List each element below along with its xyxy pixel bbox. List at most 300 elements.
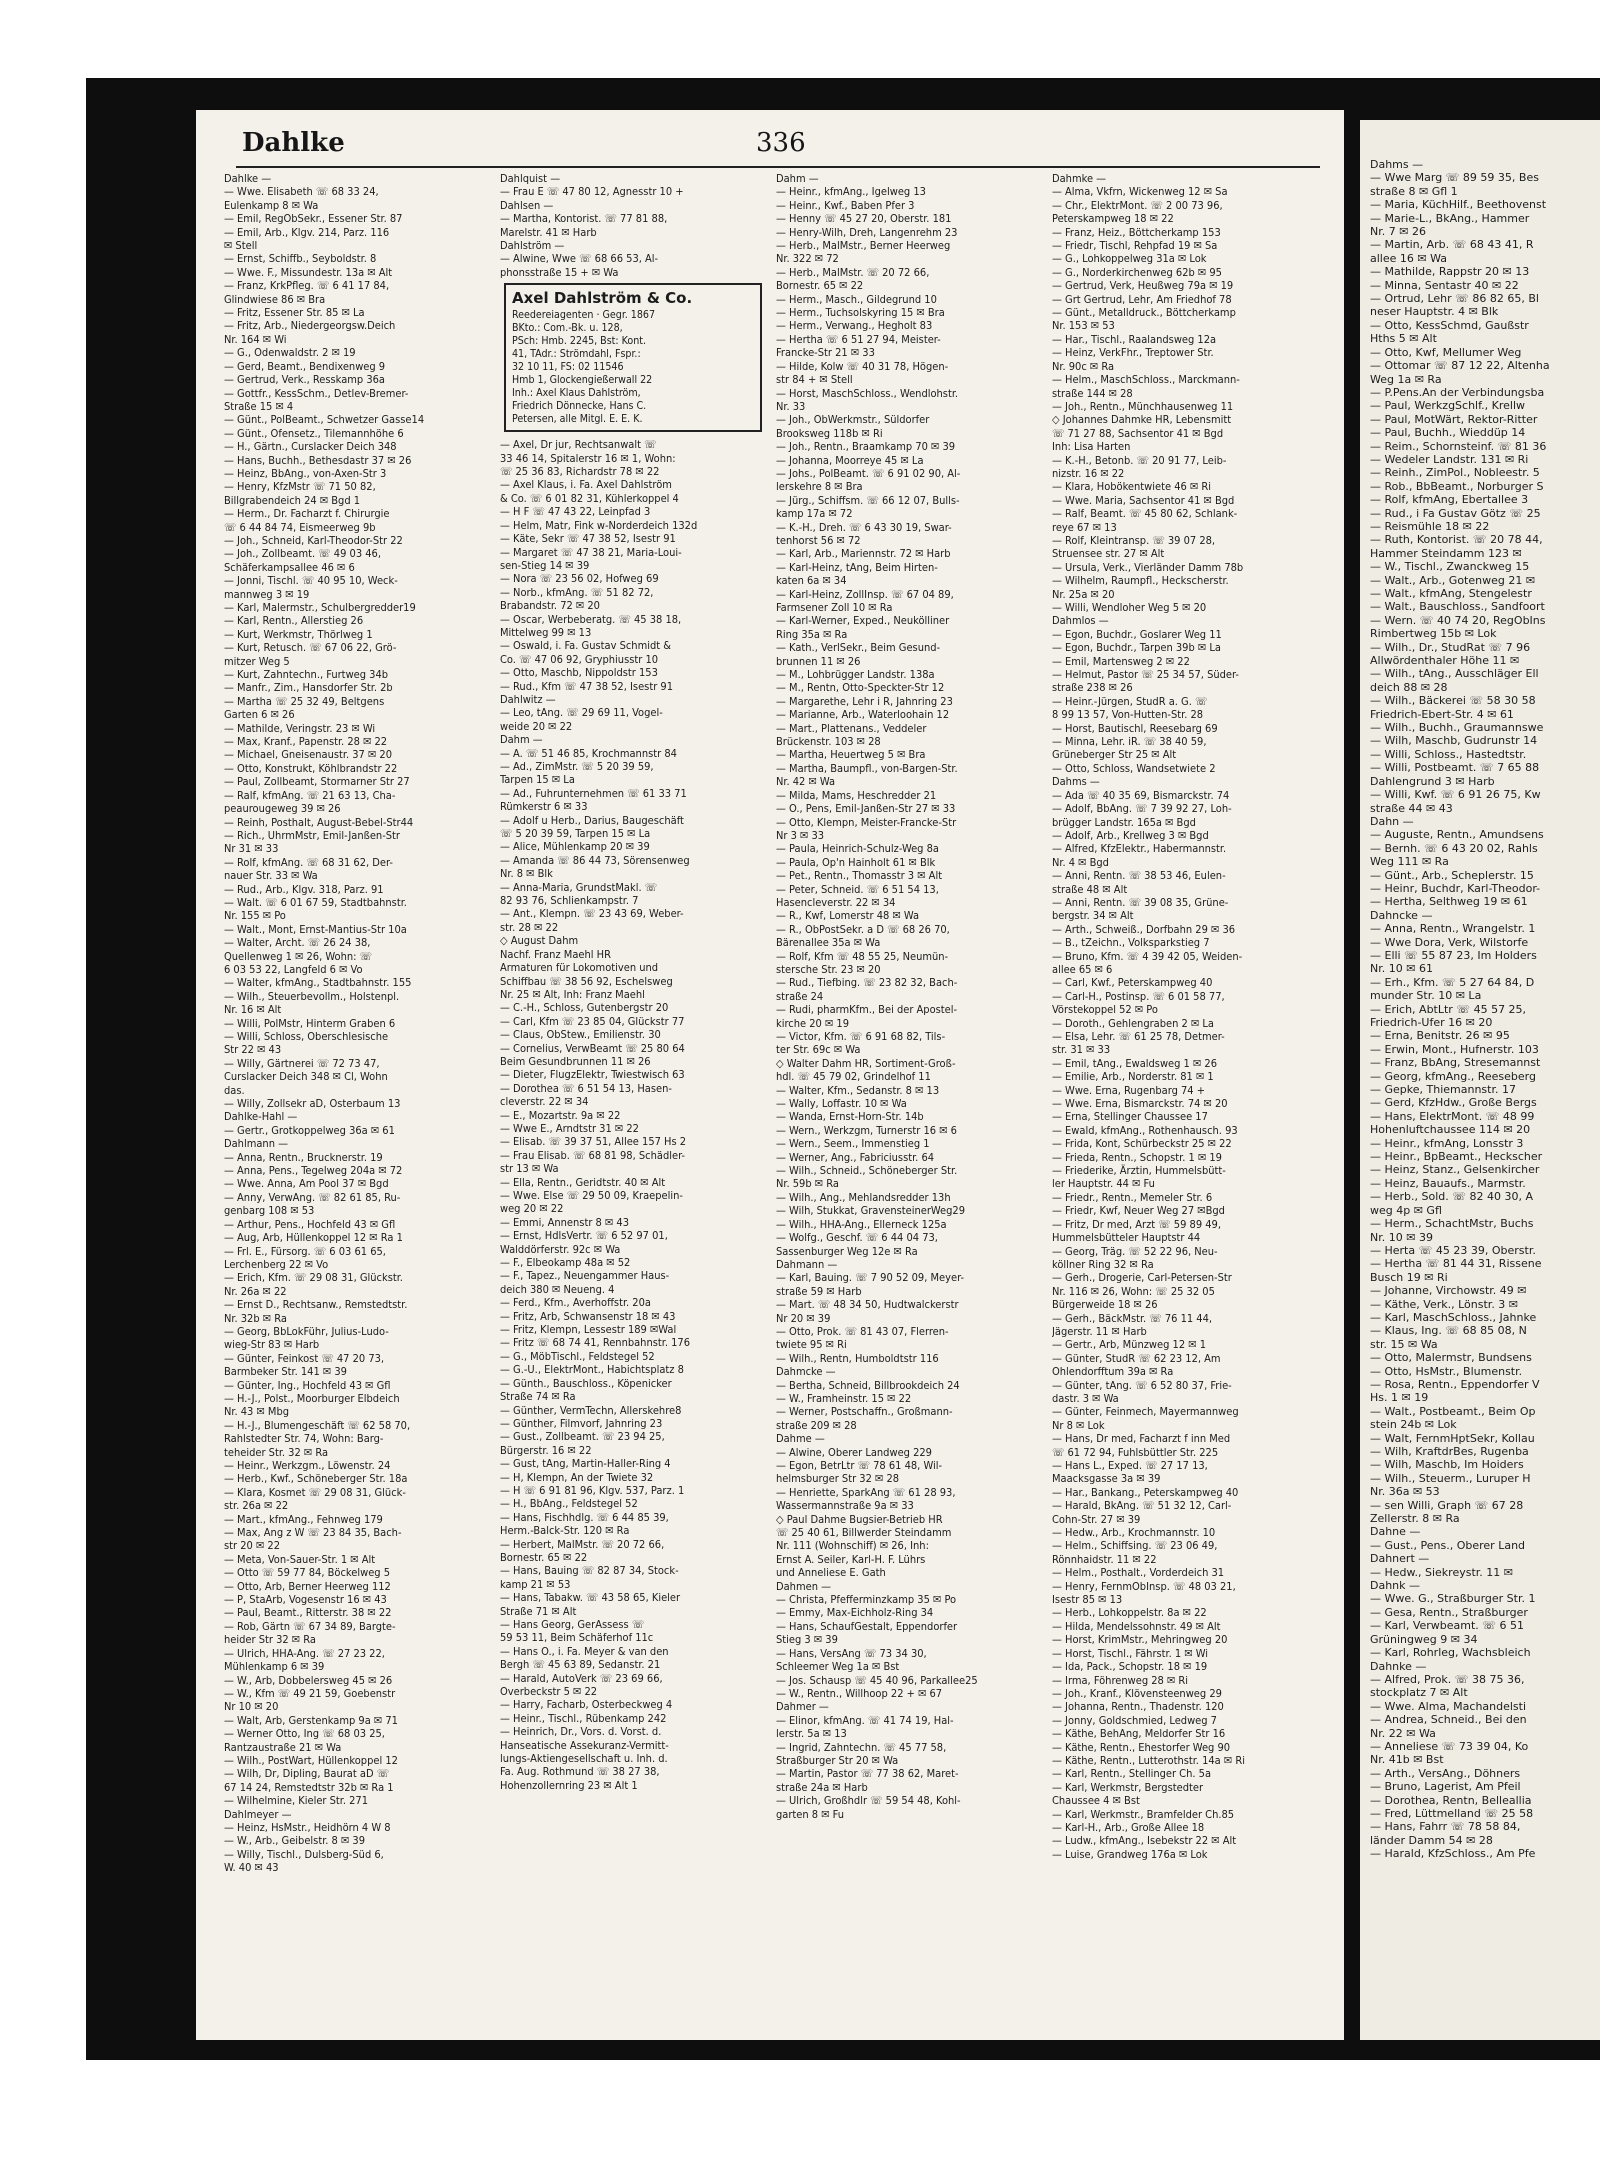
entry-line: Quellenweg 1 ✉ 26, Wohn: ☏ — [224, 949, 372, 963]
entry-line: — Willi, Wendloher Weg 5 ✉ 20 — [1052, 601, 1207, 614]
entry-line: — Paul, MotWärt, Rektor-Ritter — [1370, 412, 1538, 426]
adjacent-page — [1360, 120, 1600, 2040]
entry-line: — Arth., VersAng., Döhners — [1370, 1766, 1521, 1780]
entry-line: — sen Willi, Graph ☏ 67 28 — [1370, 1498, 1524, 1512]
entry-line: — R., ObPostSekr. a D ☏ 68 26 70, — [776, 922, 950, 936]
page-header — [196, 118, 1344, 164]
entry-line: — Gust., Pens., Oberer Land — [1370, 1538, 1526, 1552]
entry-line: — Frau Elisab. ☏ 68 81 98, Schädler- — [500, 1148, 685, 1162]
entry-line: Rümkerstr 6 ✉ 33 — [500, 800, 588, 814]
entry-line: — Amanda ☏ 86 44 73, Sörensenweg — [500, 853, 690, 867]
entry-line: 67 14 24, Remstedtstr 32b ✉ Ra 1 — [224, 1780, 394, 1794]
entry-line: — Egon, BetrLtr ☏ 78 61 48, Wil- — [776, 1459, 943, 1472]
entry-line: Nr. 36a ✉ 53 — [1370, 1485, 1440, 1499]
entry-line: — Alwine, Oberer Landweg 229 — [776, 1445, 932, 1459]
entry-line: — Bruno, Kfm. ☏ 4 39 42 05, Weiden- — [1052, 949, 1243, 963]
entry-line: Mühlenkamp 6 ✉ 39 — [224, 1660, 325, 1674]
entry-line: — Joh., Zollbeamt. ☏ 49 03 46, — [224, 547, 381, 561]
entry-line: — Henry, FernmObInsp. ☏ 48 03 21, — [1052, 1579, 1236, 1593]
entry-line: — Günter, Feinmech, Mayermannweg — [1052, 1405, 1239, 1419]
entry-line: — Axel Klaus, i. Fa. Axel Dahlström — [500, 478, 672, 492]
entry-line: — W., Framheinstr. 15 ✉ 22 — [776, 1391, 912, 1405]
entry-line: — Franz, Heiz., Böttcherkamp 153 — [1052, 225, 1221, 239]
entry-line: — Ingrid, Zahntechn. ☏ 45 77 58, — [776, 1740, 947, 1754]
entry-line: — Heinrich, Dr., Vors. d. Vorst. d. — [500, 1725, 662, 1739]
entry-line: — Emmi, Annenstr 8 ✉ 43 — [500, 1215, 629, 1229]
entry-line: Dahlmann — — [224, 1137, 289, 1151]
entry-line: und Anneliese E. Gath — [776, 1566, 886, 1580]
ad-lines — [512, 309, 754, 426]
entry-line: Fa. Aug. Rothmund ☏ 38 27 38, — [500, 1765, 660, 1779]
entry-line: — Wilhelmine, Kieler Str. 271 — [224, 1794, 369, 1808]
entry-line: Nr. 164 ✉ Wi — [224, 332, 287, 346]
entry-line: brunnen 11 ✉ 26 — [776, 654, 861, 668]
entry-line: neser Hauptstr. 4 ✉ Blk — [1370, 305, 1499, 319]
entry-line: Maacksgasse 3a ✉ 39 — [1052, 1472, 1161, 1486]
entry-line: — Anna, Rentn., Wrangelstr. 1 — [1370, 922, 1536, 936]
entry-line: — Bertha, Schneid, Billbrookdeich 24 — [776, 1378, 960, 1392]
entry-line: — F., Tapez., Neuengammer Haus- — [500, 1269, 670, 1283]
entry-line: — Karl, Rohrleg, Wachsbleich — [1370, 1646, 1531, 1660]
entry-line: Dahlmeyer — — [224, 1807, 292, 1821]
entry-line: Brückenstr. 103 ✉ 28 — [776, 735, 881, 749]
entry-line: — Fred, Lüttmelland ☏ 25 58 — [1370, 1806, 1534, 1820]
entry-line: — Mathilde, Rappstr 20 ✉ 13 — [1370, 265, 1530, 279]
entry-line: Beim Gesundbrunnen 11 ✉ 26 — [500, 1054, 651, 1068]
entry-line: Nr 31 ✉ 33 — [224, 842, 279, 856]
entry-line: ter Str. 69c ✉ Wa — [776, 1043, 861, 1057]
entry-line: — Reismühle 18 ✉ 22 — [1370, 519, 1490, 533]
entry-line: ◇ August Dahm — [500, 934, 579, 948]
entry-line: Dahn — — [1370, 814, 1414, 828]
entry-line: — Hedw., Siekreystr. 11 ✉ — [1370, 1565, 1513, 1579]
entry-line: — Martha ☏ 25 32 49, Beltgens — [224, 694, 385, 708]
entry-line: & Co. ☏ 6 01 82 31, Kühlerkoppel 4 — [500, 491, 679, 505]
entry-line: — Marie-L., BkAng., Hammer — [1370, 211, 1530, 225]
entry-line: — F., Elbeokamp 48a ✉ 52 — [500, 1256, 631, 1270]
entry-line: Nr. 7 ✉ 26 — [1370, 225, 1426, 239]
entry-line: — Wwe E., Arndtstr 31 ✉ 22 — [500, 1121, 639, 1135]
entry-line: — Harald, KfzSchloss., Am Pfe — [1370, 1847, 1536, 1861]
entry-line: — Willy, Tischl., Dulsberg-Süd 6, — [224, 1847, 384, 1861]
entry-line: straße 8 ✉ Gfl 1 — [1370, 184, 1458, 198]
entry-line: Nr. 155 ✉ Po — [224, 909, 286, 923]
entry-line: — Fritz, Arb., Niedergeorgsw.Deich — [224, 319, 396, 333]
entry-line: — H, Klempn, An der Twiete 32 — [500, 1470, 654, 1484]
entry-line: — Helm., Schiffsing. ☏ 23 06 49, — [1052, 1539, 1218, 1553]
entry-line: — Gertrud, Verk., Resskamp 36a — [224, 373, 385, 387]
entry-line: — H., Gärtn., Curslacker Deich 348 — [224, 440, 397, 454]
entry-line: — W., Kfm ☏ 49 21 59, Goebenstr — [224, 1686, 396, 1700]
entry-line: — Erh., Kfm. ☏ 5 27 64 84, D — [1370, 975, 1535, 989]
entry-line: — Martha, Kontorist. ☏ 77 81 88, — [500, 212, 668, 226]
entry-line: Inh.: Axel Klaus Dahlström, — [512, 387, 641, 400]
entry-line: — Horst, Tischl., Fährstr. 1 ✉ Wi — [1052, 1646, 1209, 1660]
entry-line: — Jonny, Goldschmied, Ledweg 7 — [1052, 1713, 1217, 1727]
entry-line: — Wilh., Dr., StudRat ☏ 7 96 — [1370, 640, 1531, 654]
entry-line: Dahmer — — [776, 1700, 829, 1714]
entry-line: — M., Lohbrügger Landstr. 138a — [776, 668, 935, 682]
entry-line: — Paul, WerkzgSchlf., Krellw — [1370, 399, 1526, 413]
entry-line: Hummelsbütteler Hauptstr 44 — [1052, 1231, 1201, 1245]
entry-line: Dahlsen — — [500, 198, 554, 212]
entry-line: Walddörferstr. 92c ✉ Wa — [500, 1242, 621, 1256]
entry-line: — Bruno, Lagerist, Am Pfeil — [1370, 1780, 1521, 1794]
entry-line: — Wwe. Erna, Bismarckstr. 74 ✉ 20 — [1052, 1097, 1228, 1111]
entry-line: — Aug, Arb, Hüllenkoppel 12 ✉ Ra 1 — [224, 1231, 403, 1245]
entry-line: — Günter, Feinkost ☏ 47 20 73, — [224, 1351, 385, 1365]
entry-line: — Nora ☏ 23 56 02, Hofweg 69 — [500, 572, 659, 586]
entry-line: — Gerd, KfzHdw., Große Bergs — [1370, 1096, 1537, 1110]
entry-line: ◇ Johannes Dahmke HR, Lebensmitt — [1052, 413, 1232, 427]
entry-line: Schleemer Weg 1a ✉ Bst — [776, 1660, 900, 1674]
entry-line: — Ludw., kfmAng., Isebekstr 22 ✉ Alt — [1052, 1834, 1237, 1848]
entry-line: — Anni, Rentn. ☏ 39 08 35, Grüne- — [1052, 895, 1229, 909]
entry-line: deich 380 ✉ Neueng. 4 — [500, 1282, 615, 1296]
entry-line: — Hans, Buchh., Bethesdastr 37 ✉ 26 — [224, 453, 412, 467]
entry-line: — Wilh, Stukkat, GravensteinerWeg29 — [776, 1204, 966, 1218]
entry-line: straße 24a ✉ Harb — [776, 1780, 868, 1794]
entry-line: — Jürg., Schiffsm. ☏ 66 12 07, Bulls- — [776, 493, 960, 507]
entry-line: — Hans, Dr med, Facharzt f inn Med — [1052, 1432, 1231, 1446]
entry-line: — Elsa, Lehr. ☏ 61 25 78, Detmer- — [1052, 1030, 1225, 1043]
entry-line: stersche Str. 23 ✉ 20 — [776, 962, 881, 976]
column-3 — [776, 172, 1041, 2030]
entry-line: — Fritz, Essener Str. 85 ✉ La — [224, 306, 365, 320]
entry-line: Weg 111 ✉ Ra — [1370, 855, 1449, 869]
entry-line: str 13 ✉ Wa — [500, 1162, 559, 1176]
entry-line: Hs. 1 ✉ 19 — [1370, 1391, 1429, 1405]
column-2 — [500, 172, 765, 2030]
entry-line: PSch: Hmb. 2245, Bst: Kont. — [512, 335, 647, 348]
entry-line: — Heinz, Bauaufs., Marmstr. — [1370, 1176, 1526, 1190]
entry-line: — Grt Gertrud, Lehr, Am Friedhof 78 — [1052, 292, 1232, 306]
entry-line: — Anneliese ☏ 73 39 04, Ko — [1370, 1739, 1529, 1753]
entry-line: — Franz, KrkPfleg. ☏ 6 41 17 84, — [224, 279, 390, 293]
entry-line: — Hans Georg, GerAssess ☏ — [500, 1618, 645, 1631]
entry-line: BKto.: Com.-Bk. u. 128, — [512, 322, 623, 335]
entry-line: allee 65 ✉ 6 — [1052, 962, 1113, 976]
entry-line: — Carl, Kwf., Peterskampweg 40 — [1052, 976, 1213, 990]
entry-line: — Klara, Kosmet ☏ 29 08 31, Glück- — [224, 1485, 406, 1499]
entry-line: — Walter, kfmAng., Stadtbahnstr. 155 — [224, 976, 412, 990]
entry-line: — Axel, Dr jur, Rechtsanwalt ☏ — [500, 438, 657, 452]
entry-line: Nr. 25 ✉ Alt, Inh: Franz Maehl — [500, 987, 645, 1001]
entry-line: — Alfred, KfzElektr., Habermannstr. — [1052, 842, 1227, 856]
entry-line: — H F ☏ 47 43 22, Leinpfad 3 — [500, 505, 651, 519]
entry-line: — Hilda, Mendelssohnstr. 49 ✉ Alt — [1052, 1619, 1221, 1633]
entry-line: Zellerstr. 8 ✉ Ra — [1370, 1512, 1460, 1526]
entry-line: — Hans, VersAng ☏ 73 34 30, — [776, 1646, 927, 1660]
entry-line: — Hans, SchaufGestalt, Eppendorfer — [776, 1619, 958, 1633]
entry-line: — Ernst D., Rechtsanw., Remstedtstr. — [224, 1298, 408, 1312]
entry-line: — Ursula, Verk., Vierländer Damm 78b — [1052, 560, 1244, 574]
entry-line: — Anna-Maria, GrundstMakl. ☏ — [500, 880, 658, 894]
entry-line: ☏ 71 27 88, Sachsentor 41 ✉ Bgd — [1052, 426, 1224, 440]
entry-line: — Hans O., i. Fa. Meyer & van den — [500, 1644, 669, 1658]
entry-line: Garten 6 ✉ 26 — [224, 708, 295, 722]
entry-line: nauer Str. 33 ✉ Wa — [224, 869, 318, 883]
entry-line: — H ☏ 6 91 81 96, Klgv. 537, Parz. 1 — [500, 1483, 685, 1497]
entry-line: — Gerd, Beamt., Bendixenweg 9 — [224, 359, 386, 373]
entry-line: — Wilh., Schneid., Schöneberger Str. — [776, 1164, 958, 1178]
entry-line: — Willi, PolMstr, Hinterm Graben 6 — [224, 1016, 396, 1030]
entry-line: — Gottfr., KessSchm., Detlev-Bremer- — [224, 386, 409, 400]
entry-line: ☏ 25 40 61, Billwerder Steindamm — [776, 1526, 952, 1540]
entry-line: Hanseatische Assekuranz-Vermitt- — [500, 1738, 669, 1752]
entry-line: Straße 15 ✉ 4 — [224, 399, 294, 413]
entry-line: — Wwe. Alma, Machandelsti — [1370, 1699, 1527, 1713]
entry-line: — Hans, Tabakw. ☏ 43 58 65, Kieler — [500, 1591, 681, 1605]
entry-line: — Oswald, i. Fa. Gustav Schmidt & — [500, 639, 671, 653]
entry-line: Brabandstr. 72 ✉ 20 — [500, 599, 600, 613]
entry-line: — Willi, Postbeamt. ☏ 7 65 88 — [1370, 761, 1540, 775]
entry-line: — Emil, Arb., Klgv. 214, Parz. 116 — [224, 225, 390, 239]
entry-line: — Käthe, BehAng, Meldorfer Str 16 — [1052, 1727, 1226, 1741]
entry-line: — Walt, FernmHptSekr, Kollau — [1370, 1431, 1535, 1445]
entry-line: Dahlengrund 3 ✉ Harb — [1370, 774, 1495, 788]
entry-line: — Herm., SchachtMstr, Buchs — [1370, 1217, 1534, 1231]
entry-line: — Paul, Beamt., Ritterstr. 38 ✉ 22 — [224, 1606, 392, 1620]
entry-line: — Ruth, Kontorist. ☏ 20 78 44, — [1370, 533, 1543, 547]
entry-line: — G., MöbTischl., Feldstegel 52 — [500, 1349, 655, 1363]
entry-line: — Karl, Werkmstr, Bergstedter — [1052, 1780, 1204, 1794]
entry-line: — Victor, Kfm. ☏ 6 91 68 82, Tils- — [776, 1030, 946, 1043]
entry-line: Curslacker Deich 348 ✉ Cl, Wohn — [224, 1070, 388, 1084]
entry-line: — Wilh., Steuerm., Luruper H — [1370, 1471, 1531, 1485]
entry-line: mitzer Weg 5 — [224, 654, 290, 668]
entry-line: — Kurt, Werkmstr, Thörlweg 1 — [224, 627, 373, 641]
entry-line: Dahmcke — — [776, 1365, 836, 1379]
entry-line: Reedereiagenten · Gegr. 1867 — [512, 309, 656, 322]
entry-line: — Norb., kfmAng. ☏ 51 82 72, — [500, 585, 654, 599]
entry-line: — Günter, StudR ☏ 62 23 12, Am — [1052, 1351, 1221, 1365]
entry-line: — H.-J., Blumengeschäft ☏ 62 58 70, — [224, 1418, 411, 1432]
entry-line: — Friedr, Tischl, Rehpfad 19 ✉ Sa — [1052, 239, 1218, 253]
entry-line: Rantzaustraße 21 ✉ Wa — [224, 1740, 342, 1754]
entry-line: — Ottomar ☏ 87 12 22, Altenha — [1370, 359, 1550, 373]
entry-line: — Otto, Arb, Berner Heerweg 112 — [224, 1579, 391, 1593]
entry-line: 33 46 14, Spitalerstr 16 ✉ 1, Wohn: — [500, 451, 676, 465]
entry-line: — Helm, Matr, Fink w-Norderdeich 132d — [500, 518, 698, 532]
entry-line: — Jos. Schausp ☏ 45 40 96, Parkallee25 — [776, 1673, 978, 1687]
entry-line: — Margarethe, Lehr i R, Jahnring 23 — [776, 694, 953, 708]
entry-line: — Minna, Sentastr 40 ✉ 22 — [1370, 278, 1519, 292]
entry-line: Dahmlos — — [1052, 614, 1109, 628]
entry-line: Nr 8 ✉ Lok — [1052, 1418, 1105, 1432]
entry-line: — Johanna, Moorreye 45 ✉ La — [776, 453, 924, 467]
entry-line: — Helm., Posthalt., Vorderdeich 31 — [1052, 1566, 1225, 1580]
entry-line: — Henriette, SparkAng ☏ 61 28 93, — [776, 1485, 956, 1499]
entry-line: — Heinz, BbAng., von-Axen-Str 3 — [224, 466, 387, 480]
entry-line: — Max, Ang z W ☏ 23 84 35, Bach- — [224, 1526, 402, 1540]
entry-line: — Paula, Op'n Hainholt 61 ✉ Blk — [776, 855, 936, 869]
entry-line: — Heinz, VerkFhr., Treptower Str. — [1052, 346, 1214, 360]
entry-line: Bärenallee 35a ✉ Wa — [776, 936, 881, 950]
entry-line: — Horst, Bautischl, Reesebarg 69 — [1052, 721, 1218, 735]
entry-line: ◇ Paul Dahme Bugsier-Betrieb HR — [776, 1512, 943, 1526]
entry-line: 82 93 76, Schlienkampstr. 7 — [500, 894, 639, 908]
entry-line: — Frau E ☏ 47 80 12, Agnesstr 10 + — [500, 185, 684, 199]
entry-line: — Emmy, Max-Eichholz-Ring 34 — [776, 1606, 934, 1620]
entry-line: Friedrich-Ebert-Str. 4 ✉ 61 — [1370, 707, 1514, 721]
entry-line: — Georg, Träg. ☏ 52 22 96, Neu- — [1052, 1244, 1218, 1258]
entry-line: Wassermannstraße 9a ✉ 33 — [776, 1499, 914, 1513]
entry-line: Dahnk — — [1370, 1579, 1421, 1593]
entry-line: — Otto, Maschb, Nippoldstr 153 — [500, 666, 658, 680]
entry-line: — Henny ☏ 45 27 20, Oberstr. 181 — [776, 212, 952, 226]
entry-line: — Günt., Ofensetz., Tilemannhöhe 6 — [224, 426, 404, 440]
ad-title: Axel Dahlström & Co. — [512, 289, 693, 308]
entry-line: Dahne — — [1370, 1525, 1421, 1539]
entry-line: — Wilh., HHA-Ang., Ellerneck 125a — [776, 1217, 947, 1231]
entry-line: — Horst, KrimMstr., Mehringweg 20 — [1052, 1633, 1228, 1647]
entry-line: — Dorothea ☏ 6 51 54 13, Hasen- — [500, 1081, 672, 1095]
entry-line: mannweg 3 ✉ 19 — [224, 587, 310, 601]
entry-line: — Karl-Werner, Exped., Neukölliner — [776, 614, 950, 628]
entry-line: — Helm., MaschSchloss., Marckmann- — [1052, 373, 1240, 387]
entry-line: — Peter, Schneid. ☏ 6 51 54 13, — [776, 882, 939, 896]
entry-line: — Georg, kfmAng., Reeseberg — [1370, 1069, 1536, 1083]
entry-line: — Willy, Zollsekr aD, Osterbaum 13 — [224, 1097, 401, 1111]
entry-line: — Wanda, Ernst-Horn-Str. 14b — [776, 1110, 924, 1124]
entry-line: straße 44 ✉ 43 — [1370, 801, 1453, 815]
entry-line: Barmbeker Str. 141 ✉ 39 — [224, 1365, 347, 1379]
entry-line: — Elli ☏ 55 87 23, Im Holders — [1370, 948, 1537, 962]
entry-line: Tarpen 15 ✉ La — [500, 773, 575, 787]
entry-line: — Hans, Fahrr ☏ 78 58 84, — [1370, 1820, 1521, 1834]
entry-line: peaurougeweg 39 ✉ 26 — [224, 802, 341, 816]
entry-line: Nr. 42 ✉ Wa — [776, 775, 836, 789]
entry-line: — Hans, Bauing ☏ 82 87 34, Stock- — [500, 1564, 679, 1578]
entry-line: — Martha, Baumpfl., von-Bargen-Str. — [776, 761, 958, 775]
entry-line: — Herm., Verwang., Hegholt 83 — [776, 319, 933, 333]
entry-line: — Manfr., Zim., Hansdorfer Str. 2b — [224, 681, 393, 695]
entry-line: — Adolf, BbAng. ☏ 7 39 92 27, Loh- — [1052, 802, 1232, 816]
entry-line: — Emil, Martensweg 2 ✉ 22 — [1052, 654, 1190, 668]
entry-line: — Herm., Tuchsolskyring 15 ✉ Bra — [776, 306, 945, 320]
entry-line: — Wwe. Else ☏ 29 50 09, Kraepelin- — [500, 1189, 683, 1202]
entry-line: — Har., Tischl., Raalandsweg 12a — [1052, 332, 1217, 346]
entry-line: straße 144 ✉ 28 — [1052, 386, 1133, 400]
entry-line: — Wilh, Dr, Dipling, Baurat aD ☏ — [224, 1767, 390, 1781]
entry-line: — Walt., Postbeamt., Beim Op — [1370, 1404, 1536, 1418]
entry-line: Dahme — — [776, 1432, 825, 1446]
entry-line: ler Hauptstr. 44 ✉ Fu — [1052, 1177, 1155, 1191]
entry-line: — Otto, Prok. ☏ 81 43 07, Flerren- — [776, 1324, 949, 1338]
entry-line: Nr. 43 ✉ Mbg — [224, 1405, 290, 1419]
entry-line: — R., Kwf, Lomerstr 48 ✉ Wa — [776, 909, 920, 923]
entry-line: — Herta ☏ 45 23 39, Oberstr. — [1370, 1243, 1536, 1257]
entry-line: Allwördenthaler Höhe 11 ✉ — [1370, 654, 1520, 668]
entry-line: — Karl-H., Arb., Große Allee 18 — [1052, 1820, 1205, 1834]
entry-line: — Ferd., Kfm., Averhoffstr. 20a — [500, 1296, 651, 1310]
column-1 — [224, 172, 489, 2030]
entry-line: Vörstekoppel 52 ✉ Po — [1052, 1003, 1158, 1017]
entry-line: — Erwin, Mont., Hufnerstr. 103 — [1370, 1042, 1539, 1056]
entry-line: — Hans, Fischhdlg. ☏ 6 44 85 39, — [500, 1510, 669, 1524]
entry-line: — Rob., BbBeamt., Norburger S — [1370, 479, 1544, 493]
entry-line: — Rich., UhrmMstr, Emil-Janßen-Str — [224, 828, 400, 842]
entry-line: — Gertr., Grotkoppelweg 36a ✉ 61 — [224, 1123, 395, 1137]
entry-line: — Rud., Tiefbing. ☏ 23 82 32, Bach- — [776, 976, 958, 990]
entry-line: länder Damm 54 ✉ 28 — [1370, 1833, 1493, 1847]
entry-line: tenhorst 56 ✉ 72 — [776, 533, 861, 547]
entry-line: Nr. 32b ✉ Ra — [224, 1311, 287, 1325]
entry-line: Nr. 90c ✉ Ra — [1052, 359, 1115, 373]
entry-line: — Reinh., ZimPol., Nobleestr. 5 — [1370, 466, 1540, 480]
entry-line: Str 22 ✉ 43 — [224, 1043, 282, 1057]
entry-line: — Joh., Rentn., Braamkamp 70 ✉ 39 — [776, 440, 956, 454]
entry-line: — Karl, Rentn., Allerstieg 26 — [224, 614, 364, 628]
entry-line: dastr. 3 ✉ Wa — [1052, 1391, 1119, 1405]
entry-line: — W., Rentn., Willhoop 22 + ✉ 67 — [776, 1686, 943, 1700]
entry-line: — Pet., Rentn., Thomasstr 3 ✉ Alt — [776, 869, 943, 883]
entry-line: lungs-Aktiengesellschaft u. Inh. d. — [500, 1752, 668, 1766]
entry-line: — Walter, Archt. ☏ 26 24 38, — [224, 936, 371, 950]
entry-line: — Otto, Schloss, Wandsetwiete 2 — [1052, 761, 1216, 775]
entry-line: Farmsener Zoll 10 ✉ Ra — [776, 601, 893, 614]
entry-line: — Emil, RegObSekr., Essener Str. 87 — [224, 212, 403, 226]
entry-line: ☏ 5 20 39 59, Tarpen 15 ✉ La — [500, 827, 651, 841]
entry-line: — Günther, VermTechn, Allerskehre8 — [500, 1403, 682, 1417]
entry-line: — Heinr., kfmAng, Lonsstr 3 — [1370, 1136, 1524, 1150]
entry-line: — Mart. ☏ 48 34 50, Hudtwalckerstr — [776, 1298, 959, 1312]
entry-line: — Otto, HsMstr., Blumenstr. — [1370, 1364, 1523, 1378]
entry-line: Co. ☏ 47 06 92, Gryphiusstr 10 — [500, 652, 659, 666]
entry-line: Jägerstr. 11 ✉ Harb — [1052, 1324, 1147, 1338]
entry-line: — Helmut, Pastor ☏ 25 34 57, Süder- — [1052, 668, 1239, 682]
entry-line: bergstr. 34 ✉ Alt — [1052, 909, 1134, 923]
entry-line: — Arth., Schweiß., Dorfbahn 29 ✉ 36 — [1052, 922, 1236, 936]
entry-line: 41, TAdr.: Strömdahl, Fspr.: — [512, 348, 641, 361]
entry-line: str. 28 ✉ 22 — [500, 920, 559, 934]
entry-line: straße 238 ✉ 26 — [1052, 681, 1133, 695]
entry-line: Dahncke — — [1370, 908, 1433, 922]
entry-line: Dahms — — [1052, 775, 1100, 789]
page-number: 336 — [756, 128, 806, 158]
entry-line: — Frida, Kont, Schürbeckstr 25 ✉ 22 — [1052, 1137, 1232, 1151]
entry-line: — Klaus, Ing. ☏ 68 85 08, N — [1370, 1324, 1527, 1338]
entry-line: str. 26a ✉ 22 — [224, 1499, 289, 1513]
entry-line: — Rosa, Rentn., Eppendorfer V — [1370, 1377, 1540, 1391]
entry-line: Nr. 59b ✉ Ra — [776, 1177, 839, 1191]
entry-line: — Käthe, Rentn., Lutterothstr. 14a ✉ Ri — [1052, 1753, 1245, 1767]
entry-line: twiete 95 ✉ Ri — [776, 1338, 847, 1352]
entry-line: — Fritz, Arb, Schwansenstr 18 ✉ 43 — [500, 1309, 676, 1323]
entry-line: — Herb., MalMstr. ☏ 20 72 66, — [776, 265, 930, 279]
entry-line: — Günth., Bauschloss., Köpenicker — [500, 1376, 672, 1390]
entry-line: Friedrich Dönnecke, Hans C. — [512, 400, 647, 413]
entry-line: hdl. ☏ 45 79 02, Grindelhof 11 — [776, 1070, 931, 1084]
entry-line: — Karl-Heinz, tAng, Beim Hirten- — [776, 560, 938, 574]
entry-line: Bornestr. 65 ✉ 22 — [500, 1550, 588, 1564]
entry-line: Sassenburger Weg 12e ✉ Ra — [776, 1244, 918, 1258]
entry-line: stockplatz 7 ✉ Alt — [1370, 1686, 1468, 1700]
entry-line: — Ulrich, HHA-Ang. ☏ 27 23 22, — [224, 1646, 385, 1660]
entry-line: — G., Norderkirchenweg 62b ✉ 95 — [1052, 265, 1222, 279]
entry-line: Isestr 85 ✉ 13 — [1052, 1593, 1123, 1607]
entry-line: deich 88 ✉ 28 — [1370, 680, 1448, 694]
entry-line: — Karl, MaschSchloss., Jahnke — [1370, 1310, 1537, 1324]
entry-line: — Wilh., tAng., Ausschläger Ell — [1370, 667, 1539, 681]
entry-line: Dahlke-Hahl — — [224, 1110, 298, 1124]
entry-line: Nr. 116 ✉ 26, Wohn: ☏ 25 32 05 — [1052, 1284, 1215, 1298]
entry-line: köllner Ring 32 ✉ Ra — [1052, 1257, 1154, 1271]
entry-line: Hammer Steindamm 123 ✉ — [1370, 546, 1522, 560]
entry-line: straße 48 ✉ Alt — [1052, 882, 1128, 896]
entry-line: — Fritz, Klempn, Lessestr 189 ✉Wal — [500, 1323, 677, 1337]
